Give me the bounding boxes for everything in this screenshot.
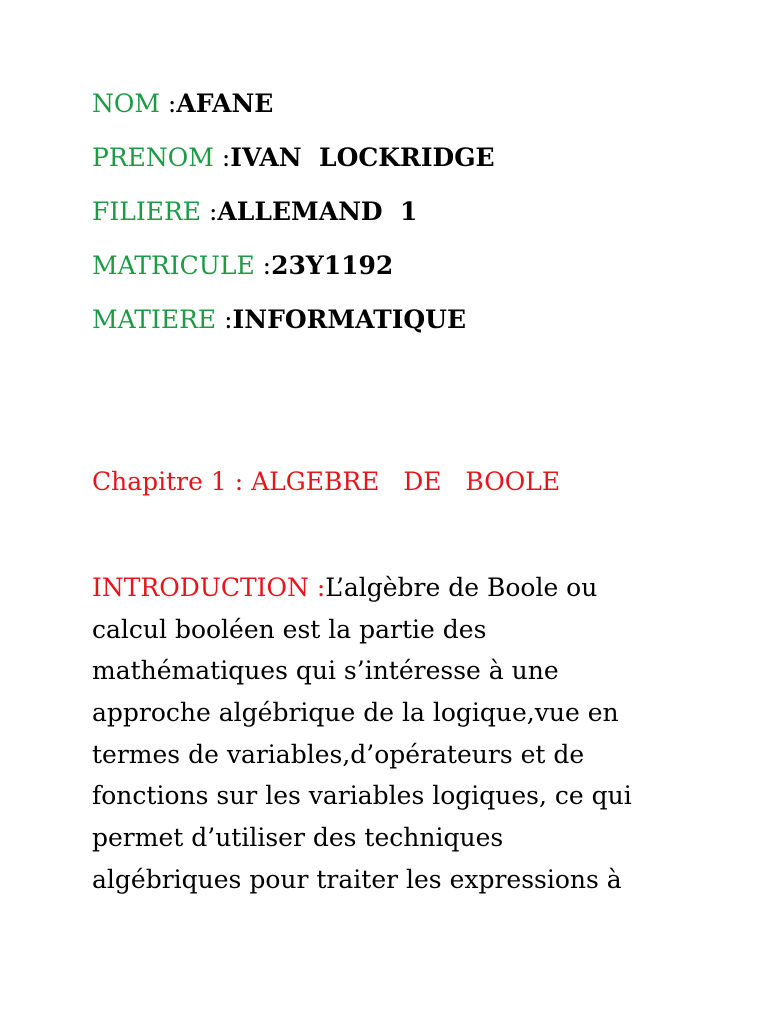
field-filiere xyxy=(92,196,417,228)
field-filiere-separator: : xyxy=(208,197,218,226)
intro-line: permet d’utiliser des techniques xyxy=(92,823,504,853)
field-prenom xyxy=(92,142,495,174)
field-matricule-separator: : xyxy=(262,251,272,280)
field-prenom-label: PRENOM xyxy=(92,143,222,172)
field-nom xyxy=(92,88,273,120)
field-matricule-value: 23Y1192 xyxy=(271,251,394,280)
introduction-paragraph xyxy=(92,572,712,906)
field-matiere xyxy=(92,304,466,336)
field-prenom-value: IVAN LOCKRIDGE xyxy=(230,143,495,172)
field-nom-label: NOM xyxy=(92,89,168,118)
field-prenom-separator: : xyxy=(221,143,231,172)
intro-line: fonctions sur les variables logiques, ce qui xyxy=(92,781,632,811)
intro-line: calcul booléen est la partie des xyxy=(92,614,487,644)
intro-line: termes de variables,d’opérateurs et de xyxy=(92,739,585,769)
field-matricule-label: MATRICULE xyxy=(92,251,263,280)
field-matricule xyxy=(92,250,393,282)
intro-line xyxy=(92,572,712,614)
introduction-label: INTRODUCTION : xyxy=(92,573,326,602)
intro-line: algébriques pour traiter les expressions à xyxy=(92,864,622,894)
field-matiere-label: MATIERE xyxy=(92,305,225,334)
field-matiere-value: INFORMATIQUE xyxy=(232,305,467,334)
field-nom-separator: : xyxy=(167,89,177,118)
field-nom-value: AFANE xyxy=(176,89,274,118)
field-filiere-label: FILIERE xyxy=(92,197,209,226)
intro-line: mathématiques qui s’intéresse à une xyxy=(92,656,559,686)
field-matiere-separator: : xyxy=(224,305,233,334)
intro-line: approche algébrique de la logique,vue en xyxy=(92,698,619,728)
chapter-title: Chapitre 1 : ALGEBRE DE BOOLE xyxy=(92,467,561,496)
intro-line-text: L’algèbre de Boole ou xyxy=(325,573,598,602)
field-filiere-value: ALLEMAND 1 xyxy=(217,197,418,226)
